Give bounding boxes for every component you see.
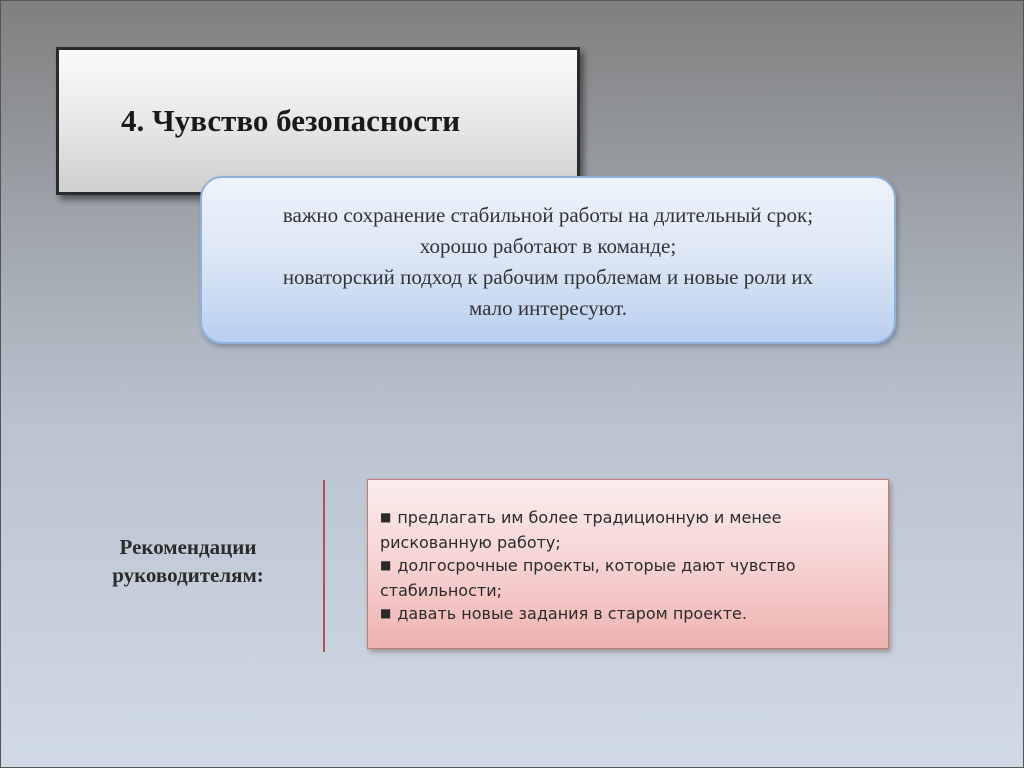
recommendations-box: [367, 479, 889, 649]
recommendations-label-line: руководителям:: [112, 563, 264, 587]
slide-title: 4. Чувство безопасности: [121, 103, 461, 138]
description-line: мало интересуют.: [468, 296, 627, 320]
description-line: важно сохранение стабильной работы на длительный срок;: [282, 203, 814, 227]
description-box: [200, 176, 896, 344]
recommendation-item: [380, 554, 878, 602]
bullet-icon: ■: [380, 606, 392, 620]
recommendation-item: [380, 602, 878, 627]
bullet-icon: ■: [380, 558, 392, 572]
recommendation-text: давать новые задания в старом проекте.: [397, 604, 747, 623]
title-box: [56, 47, 580, 195]
recommendations-label: [80, 533, 296, 589]
recommendation-item: [380, 506, 878, 554]
recommendation-text: долгосрочные проекты, которые дают чувство стабильности;: [380, 556, 796, 600]
recommendations-label-line: Рекомендации: [119, 535, 257, 559]
description-line: хорошо работают в команде;: [419, 234, 677, 258]
vertical-divider: [323, 480, 325, 652]
bullet-icon: ■: [380, 510, 392, 524]
recommendation-text: предлагать им более традиционную и менее рискованную работу;: [380, 508, 782, 552]
description-line: новаторский подход к рабочим проблемам и новые роли их: [282, 265, 814, 289]
